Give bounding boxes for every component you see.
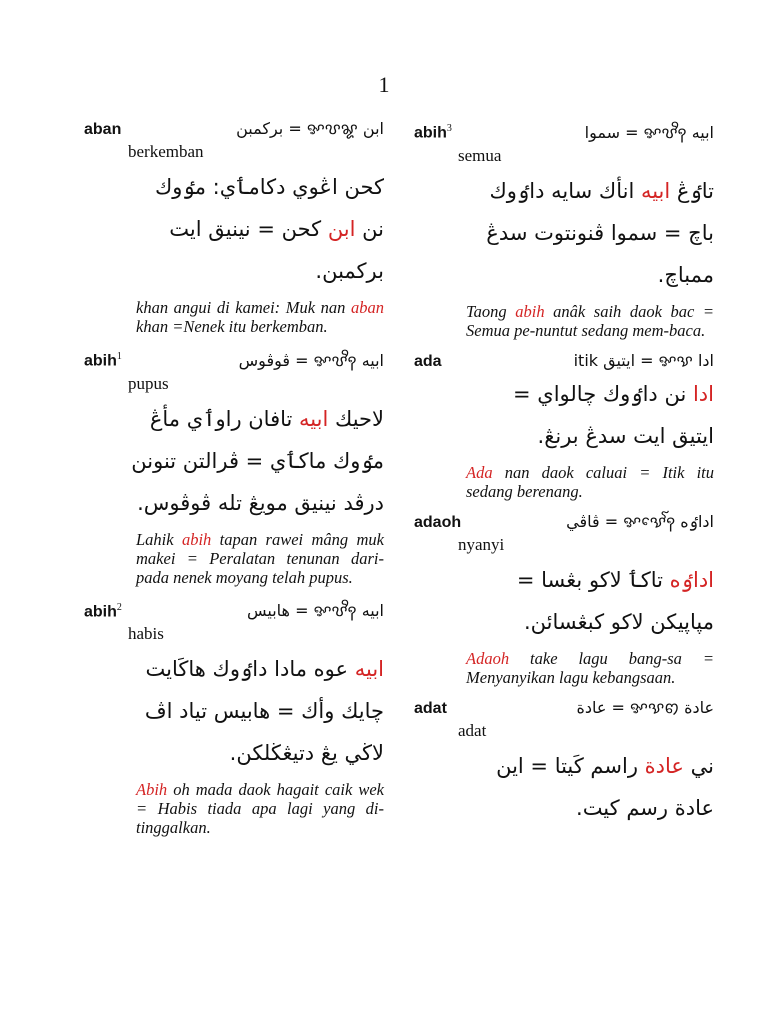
jawi-text: ني xyxy=(683,753,714,778)
headword-group xyxy=(414,350,442,373)
jawi-text: تاٶڠ xyxy=(670,178,714,203)
jawi-line xyxy=(84,166,384,208)
jawi-headword-highlight: عادة xyxy=(644,753,684,778)
jawi-text: بركمبن. xyxy=(315,259,384,283)
sense-number: 3 xyxy=(446,123,452,134)
headword-scripts-and-gloss: عادة ꨀꨕꩅ = عادة xyxy=(576,697,714,717)
jawi-text: لاڬي يڠ دتيڠڬلكن. xyxy=(229,741,384,766)
example-headword-highlight: Abih xyxy=(136,780,168,800)
headword: abih xyxy=(84,352,117,370)
meaning: berkemban xyxy=(128,142,204,161)
headword: abih xyxy=(84,603,117,621)
jawi-text: عوه مادا داٶوك هاكَايت xyxy=(145,657,355,682)
sense-number: 2 xyxy=(116,601,122,613)
example-sentence xyxy=(136,530,384,587)
dictionary-entry xyxy=(414,350,714,501)
meaning: semua xyxy=(458,145,502,165)
jawi-line xyxy=(84,208,384,250)
jawi-text: نن داٶوك چالواي = xyxy=(513,381,693,406)
dictionary-entry xyxy=(84,118,384,336)
jawi-headword-highlight: ابن xyxy=(327,217,356,241)
dictionary-entry xyxy=(84,346,384,587)
jawi-text: مٶوك ماكٲي = ڤرالتن تنونن xyxy=(131,448,384,473)
jawi-line xyxy=(84,250,384,292)
jawi-line xyxy=(84,690,384,732)
jawi-text: انأك سايه داٶوك xyxy=(489,178,641,203)
jawi-line xyxy=(84,732,384,774)
left-column xyxy=(84,118,384,847)
example-text: take lagu bang-sa = Menyanyikan lagu kebangsaan. xyxy=(466,648,714,687)
example-sentence xyxy=(466,463,714,501)
example-text: khan =Nenek itu berkemban. xyxy=(136,317,328,336)
headword-group xyxy=(84,597,122,624)
headword-scripts-and-gloss: ادا ꨀꨕ = ايتيق itik xyxy=(573,350,714,370)
entry-head-line xyxy=(84,118,384,141)
jawi-headword-highlight: ابيه xyxy=(299,406,329,431)
headword-scripts-and-gloss: ابيه ꨀꨝꨪꩍ = سموا xyxy=(584,122,714,142)
example-text: khan angui di kamei: Muk nan xyxy=(136,298,351,317)
jawi-line xyxy=(414,601,714,643)
jawi-text: ممباچ. xyxy=(657,262,714,287)
meaning: nyanyi xyxy=(458,534,505,554)
entry-head-line xyxy=(414,697,714,720)
example-headword-highlight: abih xyxy=(181,529,212,549)
example-text: tapan rawei mâng muk makei = Peralatan tenunan dari-pada nenek moyang telah pupus. xyxy=(136,529,384,587)
jawi-text: باچ = سموا ڤنونتوت سدڠ xyxy=(486,220,714,245)
entry-head-line xyxy=(84,346,384,373)
jawi-example xyxy=(84,166,384,292)
jawi-line xyxy=(84,482,384,524)
jawi-example xyxy=(84,648,384,774)
jawi-text: مڽاڽيكن لاكو كبڠسائن. xyxy=(523,609,714,634)
jawi-text: تاكٲ لاكو بڠسا = xyxy=(516,567,670,592)
meaning: adat xyxy=(458,720,487,740)
jawi-line xyxy=(414,170,714,212)
example-sentence xyxy=(136,298,384,336)
headword-scripts-and-gloss: اداٶه ꨀꨕꨯꨱꩍ = ڤاڤي xyxy=(566,511,714,531)
jawi-example xyxy=(414,559,714,643)
jawi-line xyxy=(414,373,714,415)
jawi-line xyxy=(414,254,714,296)
example-sentence xyxy=(466,302,714,340)
headword-group xyxy=(84,118,121,141)
example-sentence xyxy=(466,649,714,687)
sense-number: 1 xyxy=(116,351,122,362)
jawi-headword-highlight: ادا xyxy=(692,381,714,406)
jawi-example xyxy=(414,373,714,457)
jawi-example xyxy=(414,745,714,829)
jawi-text: چايك وأك = هابيس تياد اڤ xyxy=(144,699,384,724)
jawi-line xyxy=(84,398,384,440)
headword: abih xyxy=(414,124,447,142)
entry-head-line xyxy=(84,597,384,624)
example-text: anâk saih daok bac = Semua pe-nuntut sedang mem-baca. xyxy=(466,301,714,340)
right-column xyxy=(414,118,714,839)
jawi-line xyxy=(414,787,714,829)
example-headword-highlight: abih xyxy=(515,301,545,321)
jawi-line xyxy=(414,745,714,787)
headword-scripts-and-gloss: ابن ꨀꨝꨘ = بركمبن xyxy=(236,119,384,138)
entry-head-line xyxy=(414,511,714,534)
jawi-text: ايتيق ايت سدڠ برنڠ. xyxy=(537,423,714,448)
jawi-line xyxy=(414,212,714,254)
jawi-text: كحن اڠوي دكامٲي: مٶوك xyxy=(154,175,384,199)
jawi-headword-highlight: اداٶه xyxy=(669,567,714,592)
example-text: Lahik xyxy=(136,529,182,549)
jawi-line xyxy=(414,559,714,601)
page-number: 1 xyxy=(378,72,390,97)
jawi-example xyxy=(84,398,384,524)
example-text: oh mada daok hagait caik wek = Habis tiada apa lagi yang di-tinggalkan. xyxy=(136,780,384,838)
jawi-text: عادة رسم كيت. xyxy=(576,795,714,820)
jawi-headword-highlight: ابيه xyxy=(640,178,671,203)
headword-group xyxy=(84,346,122,373)
jawi-line xyxy=(84,648,384,690)
jawi-line xyxy=(84,440,384,482)
meaning: habis xyxy=(128,624,164,644)
meaning: pupus xyxy=(128,373,169,393)
example-text: nan daok caluai = Itik itu sedang berenang. xyxy=(466,462,714,501)
jawi-text: درڤد نينيق مويڠ تله ڤوڤوس. xyxy=(137,490,384,515)
headword-group xyxy=(414,697,447,720)
jawi-text: لاحيك xyxy=(328,406,384,431)
dictionary-entry xyxy=(414,511,714,687)
dictionary-entry xyxy=(414,697,714,829)
headword: adaoh xyxy=(414,513,462,531)
headword: adat xyxy=(414,699,447,717)
jawi-line xyxy=(414,415,714,457)
headword-group xyxy=(414,118,452,145)
jawi-example xyxy=(414,170,714,296)
example-headword-highlight: Adaoh xyxy=(466,648,510,668)
example-sentence xyxy=(136,780,384,837)
entry-head-line xyxy=(414,350,714,373)
example-headword-highlight: Ada xyxy=(466,462,493,482)
example-text: Taong xyxy=(466,301,516,321)
headword: aban xyxy=(84,121,122,138)
dictionary-entry xyxy=(414,118,714,340)
headword-scripts-and-gloss: ابيه ꨀꨝꨪꩍ = هابيس xyxy=(247,601,384,621)
jawi-text: تافان راوٲي مأڠ xyxy=(149,406,300,431)
headword: ada xyxy=(414,352,442,370)
example-headword-highlight: aban xyxy=(351,298,384,317)
jawi-text: نن xyxy=(355,217,384,241)
entry-head-line xyxy=(414,118,714,145)
headword-group xyxy=(414,511,461,534)
jawi-headword-highlight: ابيه xyxy=(354,657,384,682)
dictionary-entry xyxy=(84,597,384,838)
headword-scripts-and-gloss: ابيه ꨀꨝꨪꩍ = ڤوڤوس xyxy=(238,350,384,370)
jawi-text: راسم كَيتا = اين xyxy=(496,753,645,778)
jawi-text: كحن = نينيق ايت xyxy=(169,217,328,241)
